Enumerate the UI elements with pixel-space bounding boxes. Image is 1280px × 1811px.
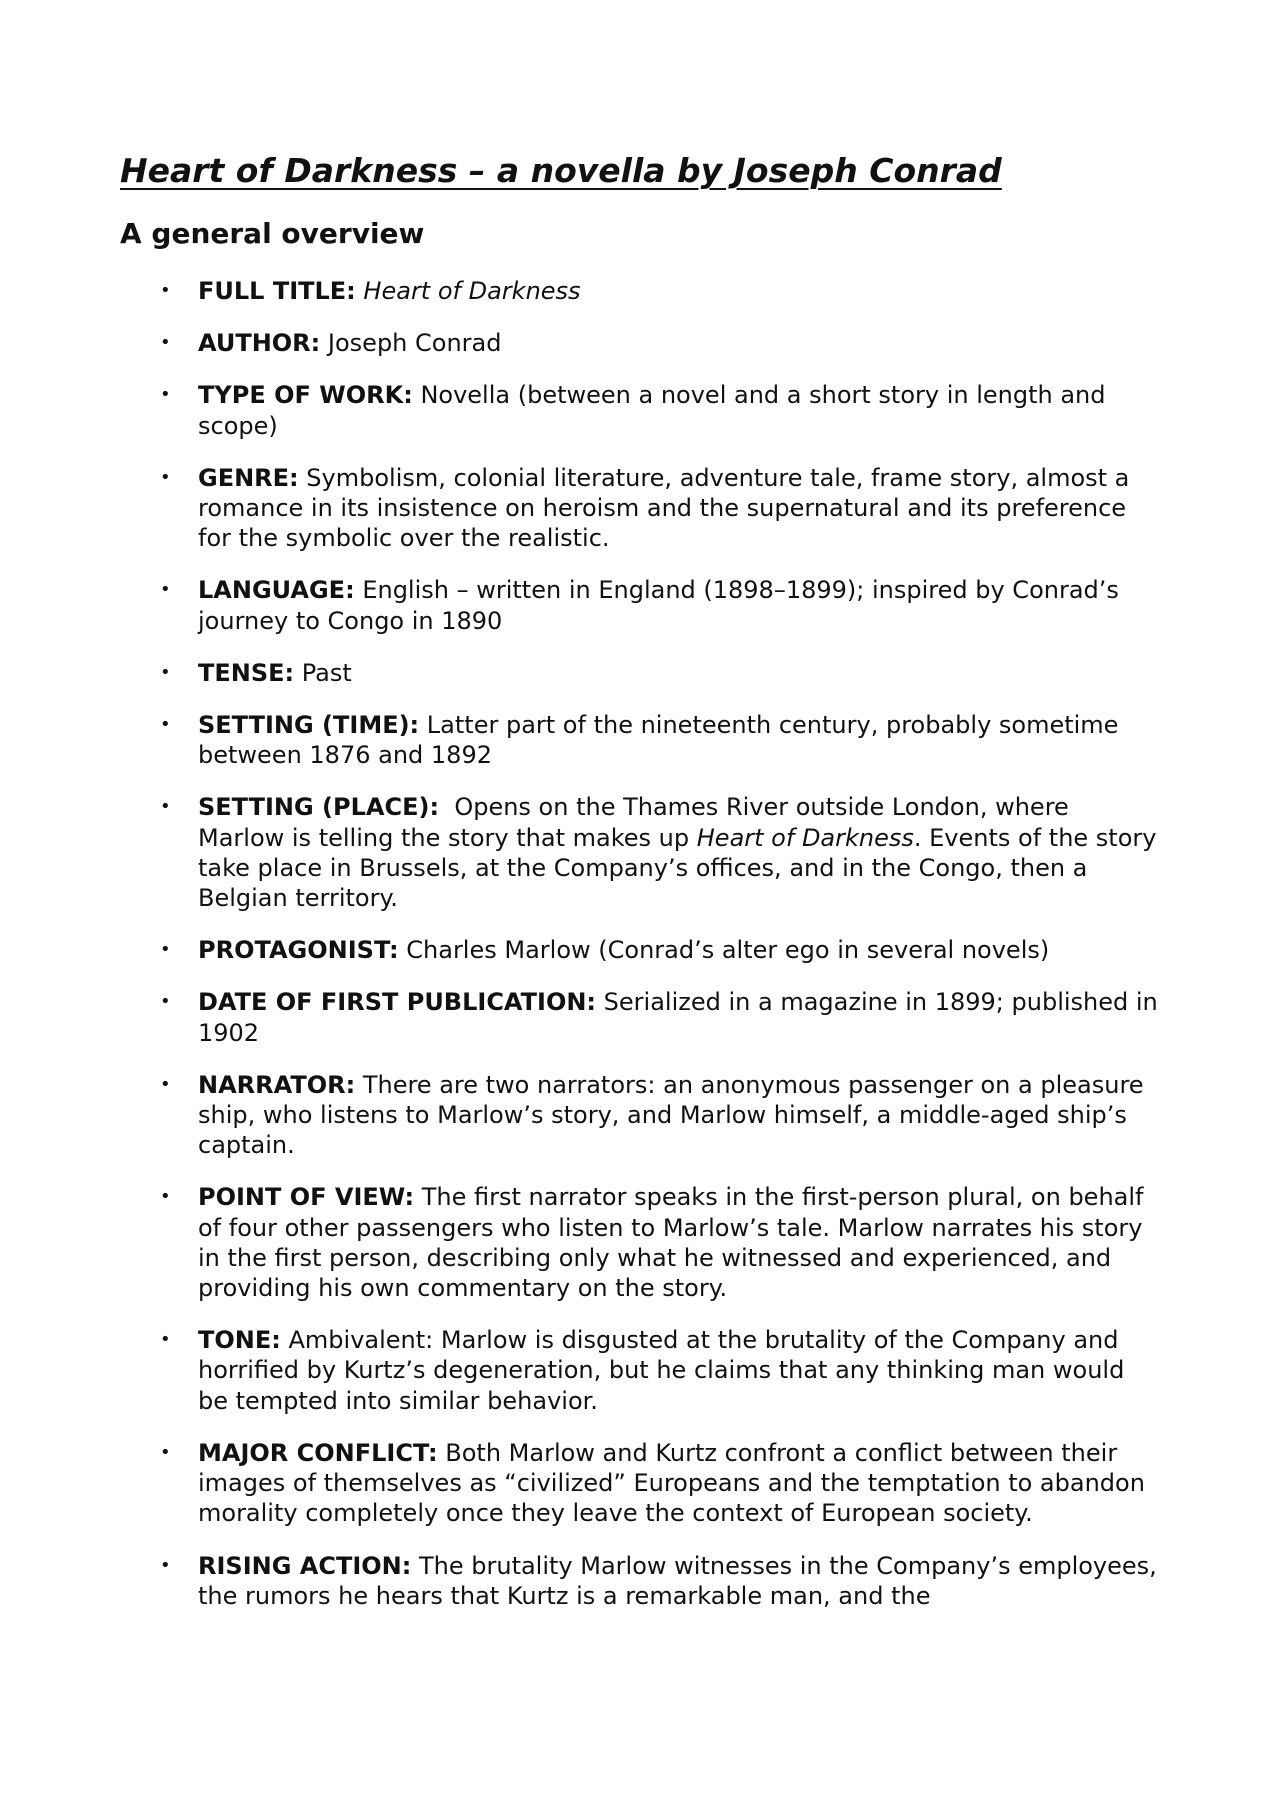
fact-value: Both Marlow and Kurtz confront a conflict between their images of themselves as “civilized” Europeans and the temptation to abandon morality completely once they leave the context of European society. bbox=[198, 1438, 1145, 1528]
bullet-icon: • bbox=[160, 579, 171, 601]
fact-label: NARRATOR: bbox=[198, 1070, 356, 1099]
fact-label: TYPE OF WORK: bbox=[198, 381, 413, 410]
bullet-icon: • bbox=[160, 280, 171, 301]
fact-label: TENSE: bbox=[198, 658, 295, 687]
list-item-language bbox=[120, 575, 1160, 635]
bullet-icon: • bbox=[160, 1554, 171, 1576]
bullet-icon: • bbox=[160, 1073, 171, 1095]
bullet-icon: • bbox=[160, 939, 171, 961]
bullet-icon: • bbox=[160, 1441, 171, 1463]
list-item-rising-action bbox=[120, 1551, 1160, 1611]
fact-value: Charles Marlow (Conrad’s alter ego in several novels) bbox=[406, 936, 1050, 965]
fact-label: POINT OF VIEW: bbox=[198, 1183, 415, 1212]
fact-label: PROTAGONIST: bbox=[198, 936, 399, 965]
fact-label: TONE: bbox=[198, 1326, 281, 1355]
fact-value: Serialized in a magazine in 1899; published in 1902 bbox=[198, 988, 1158, 1047]
fact-value: The brutality Marlow witnesses in the Company’s employees, the rumors he hears that Kurtz is a remarkable man, and the bbox=[198, 1551, 1157, 1610]
fact-value-part: Opens on the Thames River outside London, where Marlow is telling the story that makes up bbox=[198, 793, 1069, 852]
overview-list bbox=[120, 276, 1160, 1611]
bullet-icon: • bbox=[160, 991, 171, 1013]
bullet-icon: • bbox=[160, 661, 171, 683]
fact-label: SETTING (TIME): bbox=[198, 711, 420, 740]
list-item-setting-place bbox=[120, 792, 1160, 913]
fact-value: Symbolism, colonial literature, adventure tale, frame story, almost a romance in its insistence on heroism and the supernatural and its preference for the symbolic over the realistic. bbox=[198, 463, 1130, 553]
fact-label: LANGUAGE: bbox=[198, 576, 355, 605]
fact-label: DATE OF FIRST PUBLICATION: bbox=[198, 988, 597, 1017]
fact-value: Past bbox=[301, 658, 352, 687]
fact-value: Heart of Darkness bbox=[363, 277, 581, 305]
fact-value: There are two narrators: an anonymous passenger on a pleasure ship, who listens to Marlow’s story, and Marlow himself, a middle-aged ship’s captain. bbox=[198, 1070, 1144, 1160]
fact-label: FULL TITLE: bbox=[198, 277, 356, 305]
list-item-author bbox=[120, 328, 1160, 358]
fact-label: GENRE: bbox=[198, 463, 299, 492]
list-item-tense bbox=[120, 658, 1160, 688]
fact-value: English – written in England (1898–1899); inspired by Conrad’s journey to Congo in 1890 bbox=[198, 576, 1119, 635]
list-item-genre bbox=[120, 463, 1160, 554]
bullet-icon: • bbox=[160, 714, 171, 736]
list-item-major-conflict bbox=[120, 1438, 1160, 1529]
bullet-icon: • bbox=[160, 1186, 171, 1208]
fact-label: AUTHOR: bbox=[198, 329, 321, 358]
list-item-narrator bbox=[120, 1070, 1160, 1161]
fact-value: Novella (between a novel and a short story in length and scope) bbox=[198, 381, 1106, 440]
fact-value: Latter part of the nineteenth century, probably sometime between 1876 and 1892 bbox=[198, 711, 1119, 770]
list-item-publication-date bbox=[120, 987, 1160, 1047]
list-item-full-title bbox=[120, 276, 1160, 306]
fact-value: Ambivalent: Marlow is disgusted at the brutality of the Company and horrified by Kurtz’s degeneration, but he claims that any thinking man would be tempted into similar behavior. bbox=[198, 1326, 1125, 1415]
list-item-protagonist bbox=[120, 935, 1160, 965]
list-item-type-of-work bbox=[120, 380, 1160, 440]
fact-value-part: . Events of the story take place in Brussels, at the Company’s offices, and in the Congo, then a Belgian territory. bbox=[198, 823, 1157, 913]
fact-label: MAJOR CONFLICT: bbox=[198, 1438, 438, 1467]
bullet-icon: • bbox=[160, 466, 171, 488]
bullet-icon: • bbox=[160, 1329, 171, 1351]
fact-label: RISING ACTION: bbox=[198, 1551, 412, 1580]
fact-label: SETTING (PLACE): bbox=[198, 793, 440, 822]
section-heading: A general overview bbox=[120, 217, 425, 250]
bullet-icon: • bbox=[160, 384, 171, 406]
list-item-tone bbox=[120, 1325, 1160, 1416]
document-title: Heart of Darkness – a novella by Joseph Conrad bbox=[120, 151, 1002, 190]
fact-value-italic: Heart of Darkness bbox=[696, 823, 914, 852]
fact-value: The first narrator speaks in the first-person plural, on behalf of four other passengers who listen to Marlow’s tale. Marlow narrates his story in the first person, describing only what he witnessed and experienced, and providing his own commentary on the story. bbox=[198, 1183, 1144, 1303]
bullet-icon: • bbox=[160, 796, 171, 818]
fact-value: Joseph Conrad bbox=[327, 329, 502, 358]
bullet-icon: • bbox=[160, 332, 171, 354]
list-item-point-of-view bbox=[120, 1182, 1160, 1303]
list-item-setting-time bbox=[120, 710, 1160, 770]
